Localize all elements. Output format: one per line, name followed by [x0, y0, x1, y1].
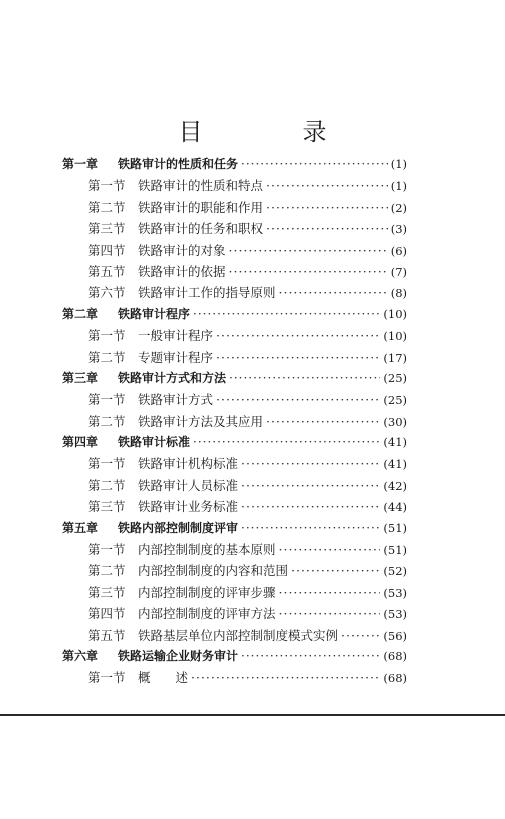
toc-section-row: [62, 262, 407, 283]
toc-page-number: (17): [383, 350, 407, 365]
toc-section-row: [62, 626, 407, 647]
toc-dot-leader: [241, 521, 380, 535]
toc-entry-number: 第五节: [88, 263, 126, 279]
table-of-contents: [62, 155, 407, 690]
toc-dot-leader: [279, 285, 388, 300]
toc-dot-leader: [216, 328, 380, 343]
toc-section-row: [62, 283, 407, 304]
toc-page-number: (42): [383, 478, 407, 493]
toc-entry-number: 第二章: [62, 306, 99, 321]
toc-section-row: [62, 604, 407, 625]
toc-dot-leader: [216, 350, 380, 365]
toc-entry-number: 第二节: [88, 349, 126, 365]
toc-page-number: (41): [383, 435, 407, 450]
toc-entry-number: 第五章: [62, 520, 99, 535]
toc-dot-leader: [341, 628, 380, 643]
toc-entry-title: 铁路运输企业财务审计: [118, 648, 239, 663]
toc-entry-number: 第四节: [88, 242, 126, 258]
toc-entry-number: 第一节: [88, 328, 126, 344]
toc-page-number: (68): [383, 671, 407, 686]
toc-section-row: [62, 412, 407, 433]
toc-entry-title: 铁路审计的职能和作用: [138, 199, 264, 215]
toc-section-row: [62, 583, 407, 604]
toc-page-number: (41): [383, 457, 407, 472]
toc-entry-title: 铁路审计机构标准: [138, 456, 239, 472]
toc-chapter-row: [62, 647, 407, 668]
toc-dot-leader: [241, 456, 380, 471]
toc-entry-title: 内部控制制度的内容和范围: [138, 563, 289, 579]
toc-entry-number: 第一节: [88, 178, 126, 194]
toc-entry-title: 铁路基层单位内部控制制度模式实例: [138, 627, 339, 643]
toc-entry-number: 第二节: [88, 563, 126, 579]
toc-page-number: (1): [390, 179, 407, 194]
toc-dot-leader: [229, 371, 380, 385]
toc-page-number: (2): [390, 200, 407, 215]
toc-section-row: [62, 390, 407, 411]
toc-chapter-row: [62, 155, 407, 176]
toc-page-number: (10): [383, 306, 407, 321]
toc-dot-leader: [193, 435, 380, 449]
toc-page-number: (25): [383, 393, 407, 408]
toc-entry-number: 第三章: [62, 370, 99, 385]
toc-entry-title: 铁路审计的性质和特点: [138, 178, 264, 194]
toc-page-number: (10): [383, 329, 407, 344]
toc-page-number: (8): [390, 286, 407, 301]
toc-dot-leader: [216, 392, 380, 407]
toc-page-number: (1): [390, 157, 407, 171]
toc-dot-leader: [193, 307, 380, 321]
bottom-rule: [0, 714, 505, 716]
toc-dot-leader: [279, 606, 381, 621]
toc-dot-leader: [241, 649, 380, 663]
toc-entry-number: 第二节: [88, 413, 126, 429]
toc-page-number: (53): [383, 585, 407, 600]
toc-dot-leader: [266, 178, 388, 193]
toc-entry-number: 第五节: [88, 627, 126, 643]
toc-page-number: (44): [383, 500, 407, 515]
toc-entry-title: 专题审计程序: [138, 349, 214, 365]
toc-page-number: (51): [383, 543, 407, 558]
toc-entry-number: 第四章: [62, 435, 99, 450]
toc-entry-title: 概 述: [138, 670, 189, 686]
toc-section-row: [62, 497, 407, 518]
toc-dot-leader: [291, 563, 380, 578]
toc-section-row: [62, 348, 407, 369]
toc-section-row: [62, 476, 407, 497]
toc-section-row: [62, 454, 407, 475]
toc-dot-leader: [241, 478, 380, 493]
toc-entry-title: 内部控制制度的评审方法: [138, 606, 276, 622]
toc-dot-leader: [229, 264, 388, 279]
toc-entry-title: 一般审计程序: [138, 328, 214, 344]
toc-section-row: [62, 668, 407, 689]
toc-dot-leader: [279, 542, 381, 557]
page-title: 目 录: [178, 118, 365, 146]
toc-chapter-row: [62, 433, 407, 454]
toc-page-number: (6): [390, 243, 407, 258]
toc-chapter-row: [62, 519, 407, 540]
toc-entry-title: 铁路内部控制制度评审: [118, 520, 239, 535]
toc-dot-leader: [266, 414, 380, 429]
toc-page-number: (51): [383, 520, 407, 535]
toc-entry-title: 铁路审计方式和方法: [118, 370, 227, 385]
toc-dot-leader: [241, 157, 388, 171]
toc-entry-number: 第六章: [62, 648, 99, 663]
toc-entry-number: 第四节: [88, 606, 126, 622]
toc-entry-number: 第三节: [88, 584, 126, 600]
toc-section-row: [62, 219, 407, 240]
toc-dot-leader: [191, 670, 380, 685]
toc-dot-leader: [241, 499, 380, 514]
toc-page-number: (53): [383, 607, 407, 622]
toc-page-number: (7): [390, 264, 407, 279]
toc-entry-title: 铁路审计人员标准: [138, 477, 239, 493]
toc-entry-number: 第三节: [88, 499, 126, 515]
toc-entry-title: 铁路审计的性质和任务: [118, 157, 239, 171]
toc-entry-title: 内部控制制度的基本原则: [138, 542, 276, 558]
toc-entry-title: 铁路审计的依据: [138, 263, 226, 279]
toc-section-row: [62, 326, 407, 347]
toc-entry-title: 铁路审计方法及其应用: [138, 413, 264, 429]
toc-entry-number: 第一节: [88, 392, 126, 408]
toc-section-row: [62, 198, 407, 219]
toc-entry-number: 第一节: [88, 456, 126, 472]
toc-entry-title: 铁路审计的任务和职权: [138, 221, 264, 237]
toc-dot-leader: [229, 243, 388, 258]
toc-entry-number: 第一节: [88, 670, 126, 686]
toc-entry-title: 铁路审计的对象: [138, 242, 226, 258]
toc-dot-leader: [266, 200, 388, 215]
toc-entry-title: 内部控制制度的评审步骤: [138, 584, 276, 600]
toc-page-number: (68): [383, 648, 407, 663]
toc-page-number: (25): [383, 370, 407, 385]
toc-section-row: [62, 241, 407, 262]
toc-page-number: (30): [383, 414, 407, 429]
toc-page-number: (56): [383, 628, 407, 643]
toc-entry-title: 铁路审计标准: [118, 435, 191, 450]
toc-dot-leader: [266, 221, 388, 236]
toc-chapter-row: [62, 305, 407, 326]
toc-entry-number: 第一节: [88, 542, 126, 558]
toc-dot-leader: [279, 585, 381, 600]
toc-section-row: [62, 176, 407, 197]
toc-entry-number: 第二节: [88, 199, 126, 215]
toc-entry-number: 第二节: [88, 477, 126, 493]
toc-chapter-row: [62, 369, 407, 390]
toc-entry-number: 第六节: [88, 285, 126, 301]
toc-entry-title: 铁路审计方式: [138, 392, 214, 408]
toc-page-number: (52): [383, 564, 407, 579]
toc-page-number: (3): [390, 222, 407, 237]
toc-entry-title: 铁路审计业务标准: [138, 499, 239, 515]
toc-entry-title: 铁路审计程序: [118, 306, 191, 321]
toc-entry-title: 铁路审计工作的指导原则: [138, 285, 276, 301]
toc-section-row: [62, 540, 407, 561]
toc-entry-number: 第三节: [88, 221, 126, 237]
toc-entry-number: 第一章: [62, 157, 99, 171]
toc-section-row: [62, 561, 407, 582]
